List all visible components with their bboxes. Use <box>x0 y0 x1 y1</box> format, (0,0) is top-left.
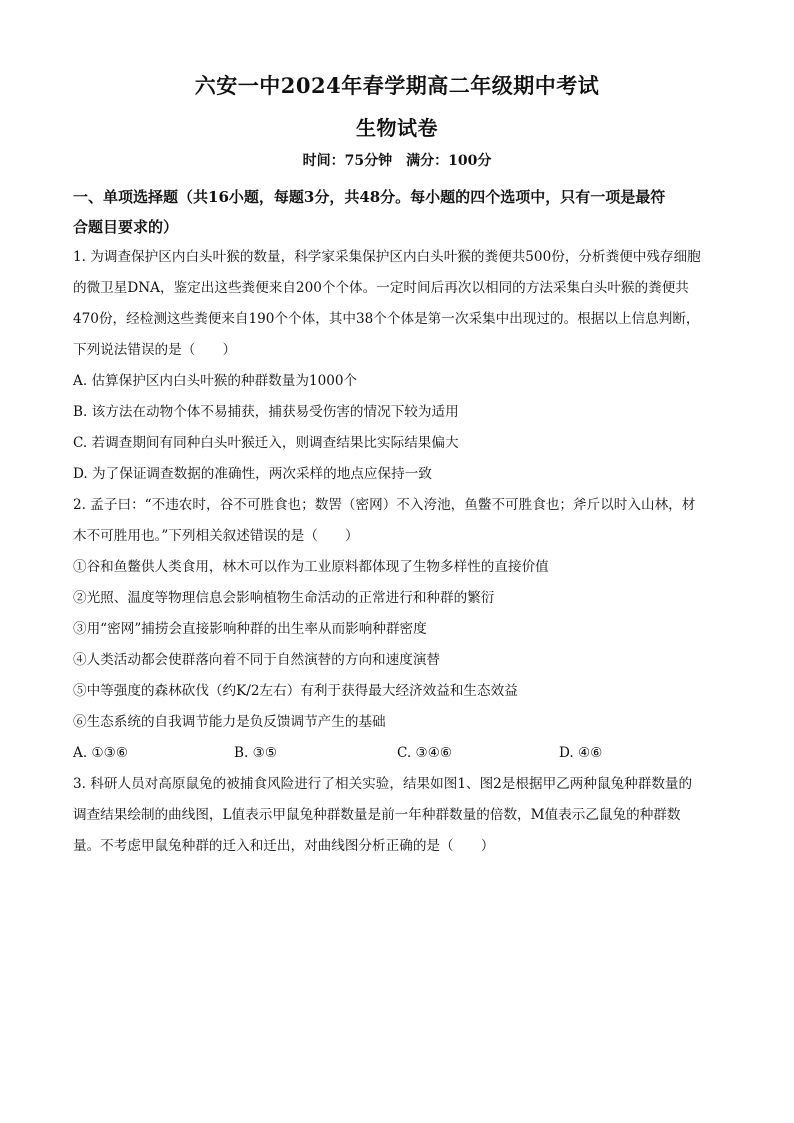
question-2-stem-line: 2. 孟子曰：“不违农时，谷不可胜食也；数罟（密网）不入洿池，鱼鳖不可胜食也；斧斤以时入山林，材 <box>73 497 696 513</box>
question-2-stem-line: 木不可胜用也。”下列相关叙述错误的是（ ） <box>73 528 359 544</box>
question-1-stem-line: 的微卫星DNA，鉴定出这些粪便来自200个个体。一定时间后再次以相同的方法采集白头叶猴的粪便共 <box>73 280 689 296</box>
question-1 <box>73 242 721 490</box>
question-2-options <box>73 738 721 769</box>
question-2-statement: ⑤中等强度的森林砍伐（约K/2左右）有利于获得最大经济效益和生态效益 <box>73 683 518 699</box>
question-2-statement: ②光照、温度等物理信息会影响植物生命活动的正常进行和种群的繁衍 <box>73 590 495 606</box>
question-1-option-c: C. 若调查期间有同种白头叶猴迁入，则调查结果比实际结果偏大 <box>73 435 459 451</box>
question-1-option-a: A. 估算保护区内白头叶猴的种群数量为1000个 <box>73 373 358 389</box>
question-3-stem-line: 量。不考虑甲鼠兔种群的迁入和迁出，对曲线图分析正确的是（ ） <box>73 838 495 854</box>
question-2-option-d: D. ④⑥ <box>559 745 603 761</box>
exam-content <box>73 182 721 862</box>
exam-meta <box>0 150 794 170</box>
exam-time: 时间：75分钟 <box>302 153 393 169</box>
question-1-option-b: B. 该方法在动物个体不易捕获，捕获易受伤害的情况下较为适用 <box>73 404 459 420</box>
question-2 <box>73 490 721 769</box>
question-2-statement: ①谷和鱼鳖供人类食用，林木可以作为工业原料都体现了生物多样性的直接价值 <box>73 559 549 575</box>
question-2-option-c: C. ③④⑥ <box>397 745 453 761</box>
section-heading-line: 合题目要求的） <box>73 218 179 236</box>
question-1-stem-line: 470份，经检测这些粪便来自190个个体，其中38个个体是第一次采集中出现过的。根据以上信息判断， <box>73 311 700 327</box>
question-3-stem-line: 调查结果绘制的曲线图，L值表示甲鼠兔种群数量是前一年种群数量的倍数，M值表示乙鼠兔的种群数 <box>73 807 681 823</box>
question-2-statement: ⑥生态系统的自我调节能力是负反馈调节产生的基础 <box>73 714 386 730</box>
question-1-stem-line: 1. 为调查保护区内白头叶猴的数量，科学家采集保护区内白头叶猴的粪便共500份，分析粪便中残存细胞 <box>73 249 701 265</box>
question-2-statement: ④人类活动都会使群落向着不同于自然演替的方向和速度演替 <box>73 652 441 668</box>
page-title: 六安一中2024年春学期高二年级期中考试 <box>194 73 600 98</box>
section-heading-line: 一、单项选择题（共16小题，每题3分，共48分。每小题的四个选项中，只有一项是最符 <box>73 188 666 206</box>
question-2-option-b: B. ③⑤ <box>234 745 278 761</box>
question-1-option-d: D. 为了保证调查数据的准确性，两次采样的地点应保持一致 <box>73 466 432 482</box>
question-2-option-a: A. ①③⑥ <box>73 745 129 761</box>
page-subtitle: 生物试卷 <box>356 116 438 140</box>
section-heading <box>73 182 721 242</box>
question-1-stem-line: 下列说法错误的是（ ） <box>73 342 237 358</box>
question-3-stem-line: 3. 科研人员对高原鼠兔的被捕食风险进行了相关实验，结果如图1、图2是根据甲乙两种鼠兔种群数量的 <box>73 776 693 792</box>
exam-score: 满分：100分 <box>406 153 492 169</box>
question-2-statement: ③用“密网”捕捞会直接影响种群的出生率从而影响种群密度 <box>73 621 427 637</box>
question-3 <box>73 769 721 862</box>
